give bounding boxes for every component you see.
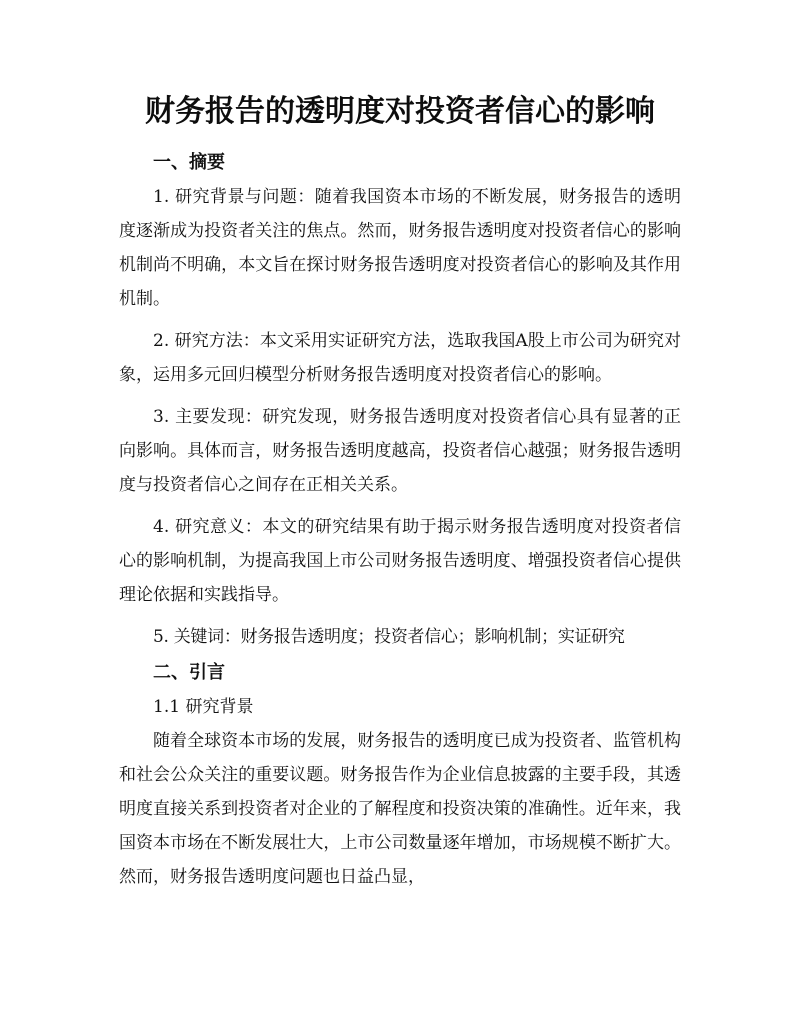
abstract-item-findings: 3. 主要发现：研究发现，财务报告透明度对投资者信心具有显著的正向影响。具体而言，财务报告透明度越高，投资者信心越强；财务报告透明度与投资者信心之间存在正相关关系。 bbox=[119, 407, 681, 495]
introduction-paragraph: 随着全球资本市场的发展，财务报告的透明度已成为投资者、监管机构和社会公众关注的重要议题。财务报告作为企业信息披露的主要手段，其透明度直接关系到投资者对企业的了解程度和投资决策的准确性。近年来，我国资本市场在不断发展壮大，上市公司数量逐年增加，市场规模不断扩大。然而，财务报告透明度问题也日益凸显， bbox=[119, 731, 681, 887]
abstract-item-significance: 4. 研究意义：本文的研究结果有助于揭示财务报告透明度对投资者信心的影响机制，为提高我国上市公司财务报告透明度、增强投资者信心提供理论依据和实践指导。 bbox=[119, 517, 681, 605]
subsection-heading-background: 1.1 研究背景 bbox=[153, 697, 254, 717]
abstract-item-background: 1. 研究背景与问题：随着我国资本市场的不断发展，财务报告的透明度逐渐成为投资者关注的焦点。然而，财务报告透明度对投资者信心的影响机制尚不明确，本文旨在探讨财务报告透明度对投资者信心的影响及其作用机制。 bbox=[119, 187, 681, 309]
section-heading-introduction: 二、引言 bbox=[153, 662, 225, 683]
document-title: 财务报告的透明度对投资者信心的影响 bbox=[145, 94, 655, 129]
section-heading-abstract: 一、摘要 bbox=[153, 152, 225, 173]
document-body bbox=[119, 146, 681, 902]
abstract-item-method: 2. 研究方法：本文采用实证研究方法，选取我国A股上市公司为研究对象，运用多元回归模型分析财务报告透明度对投资者信心的影响。 bbox=[119, 331, 681, 385]
abstract-item-keywords: 5. 关键词：财务报告透明度；投资者信心；影响机制；实证研究 bbox=[153, 627, 625, 647]
